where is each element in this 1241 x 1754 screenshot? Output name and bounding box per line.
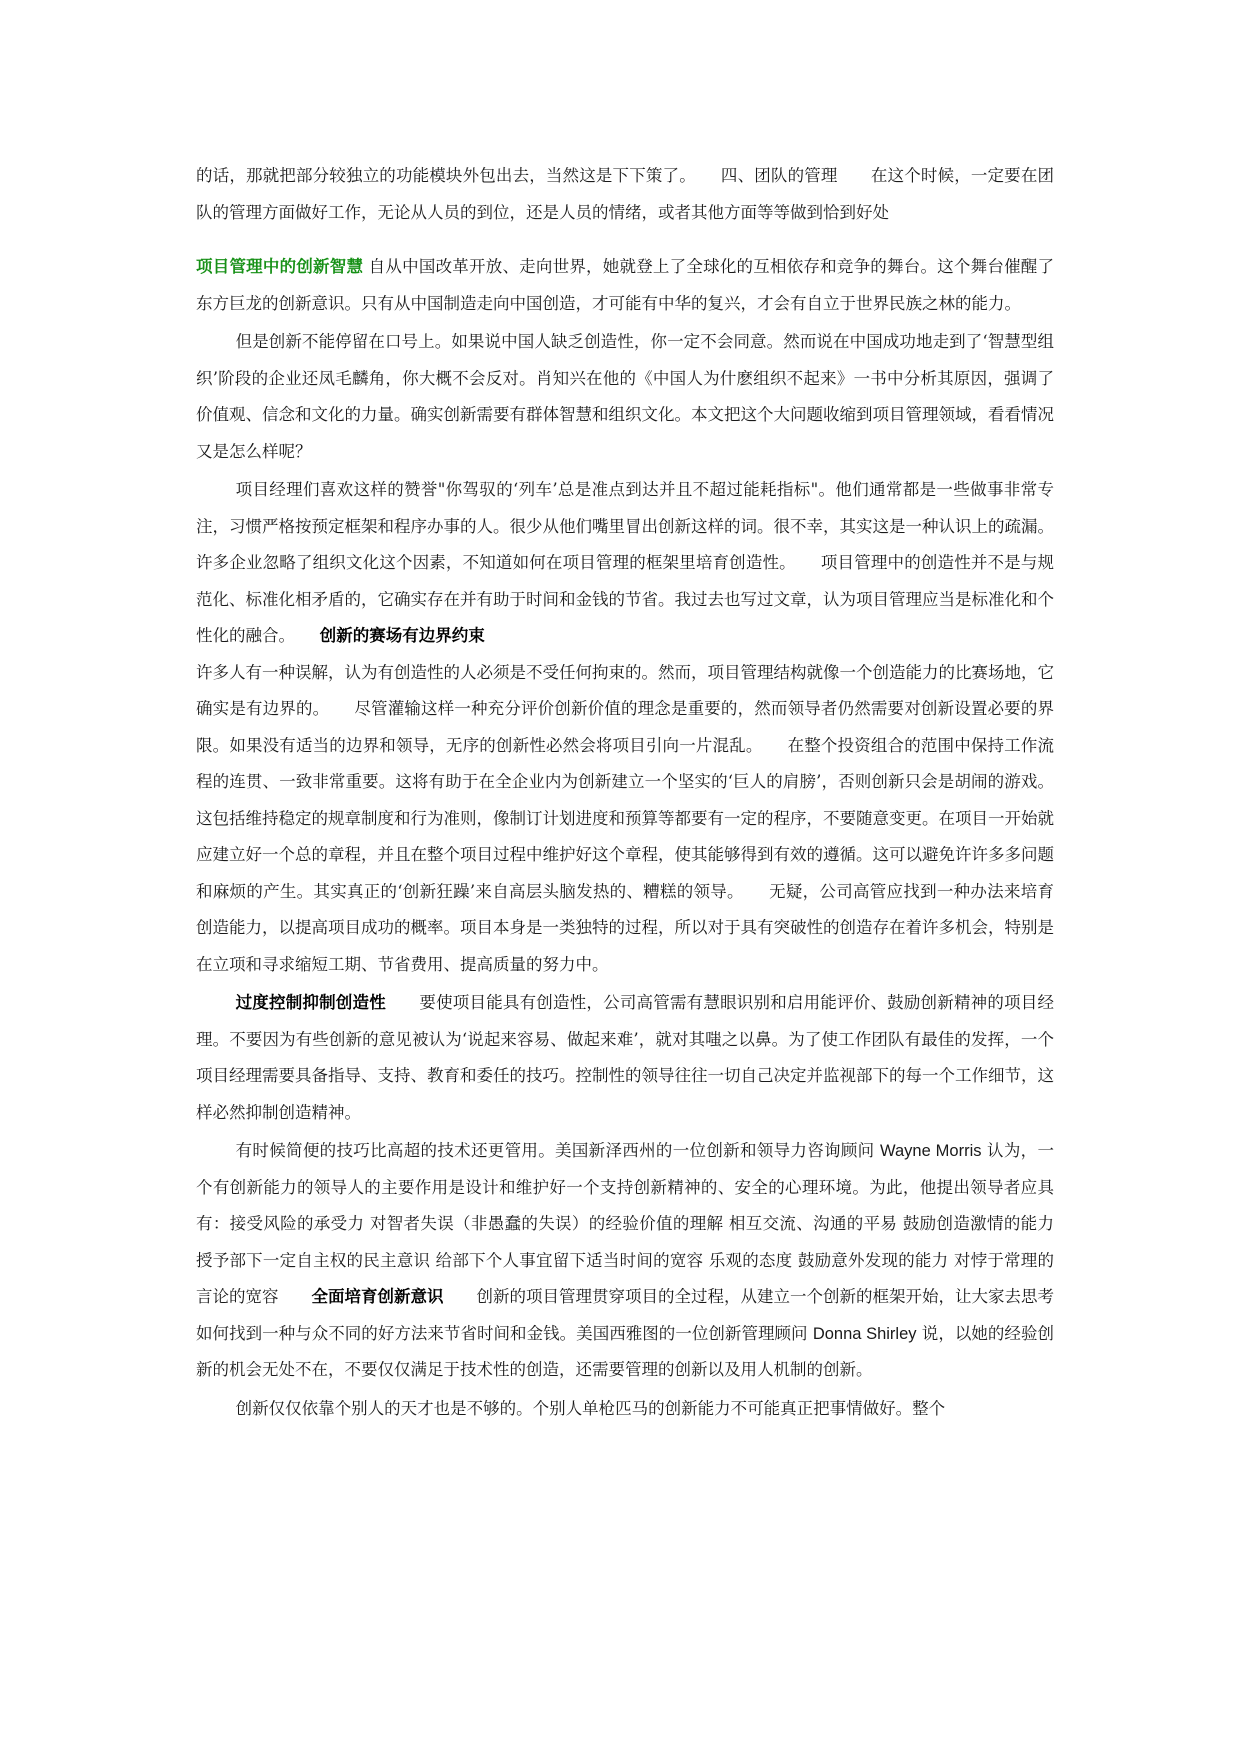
section-body-innovation-wisdom: 自从中国改革开放、走向世界，她就登上了全球化的互相依存和竞争的舞台。这个舞台催醒了东方巨龙的创新意识。只有从中国制造走向中国创造，才可能有中华的复兴，才会有自立于世界民族之林的能力。 [196, 257, 1055, 313]
paragraph-project-managers [196, 472, 1054, 983]
paragraph-cultivate-innovation-tail: 说，以她的经验创新的机会无处不在，不要仅仅满足于技术性的创造，还需要管理的创新以及用人机制的创新。 [196, 1323, 1054, 1379]
paragraph-individual-genius: 创新仅仅依靠个别人的天才也是不够的。个别人单枪匹马的创新能力不可能真正把事情做好。整个 [235, 1398, 946, 1418]
paragraph-cultivate-innovation-text: 创新的项目管理贯穿项目的全过程，从建立一个创新的框架开始，让大家去思考如何找到一种与众不同的好方法来节省时间和金钱。美国西雅图的一位创新管理顾问 [196, 1287, 1054, 1343]
intro-paragraph: 的话，那就把部分较独立的功能模块外包出去，当然这是下下策了。 四、团队的管理 在这个时候，一定要在团队的管理方面做好工作，无论从人员的到位，还是人员的情绪，或者其他方面等等做到恰到好处 [196, 166, 1054, 222]
paragraph-simple-techniques [196, 1133, 1054, 1389]
paragraph-creativity-slogan: 但是创新不能停留在口号上。如果说中国人缺乏创造性，你一定不会同意。然而说在中国成功地走到了‘智慧型组织’阶段的企业还凤毛麟角，你大概不会反对。肖知兴在他的《中国人为什麽组织不起来》一书中分析其原因，强调了价值观、信念和文化的力量。确实创新需要有群体智慧和组织文化。本文把这个大问题收缩到项目管理领域，看看情况又是怎么样呢？ [196, 332, 1054, 461]
section-heading-over-control: 过度控制抑制创造性 [235, 993, 386, 1012]
section-heading-cultivate-innovation: 全面培育创新意识 [311, 1287, 444, 1306]
document-page [196, 158, 1054, 1427]
paragraph-boundaries-text: 许多人有一种误解，认为有创造性的人必须是不受任何拘束的。然而，项目管理结构就像一个创造能力的比赛场地，它确实是有边界的。 尽管灌输这样一种充分评价创新价值的理念是重要的，然而领导者仍然需要对创新设置必要的界限。如果没有适当的边界和领导，无序的创新性必然会将项目引向一片混乱。 在整个投资组合的范围中保持工作流程的连贯、一致非常重要。这将有助于在全企业内为创新建立一个坚实的‘巨人的肩膀’，否则创新只会是胡闹的游戏。这包括维持稳定的规章制度和行为准则，像制订计划进度和预算等都要有一定的程序，不要随意变更。在项目一开始就应建立好一个总的章程，并且在整个项目过程中维护好这个章程，使其能够得到有效的遵循。这可以避免许许多多问题和麻烦的产生。其实真正的‘创新狂躁’来自高层头脑发热的、糟糕的领导。 无疑，公司高管应找到一种办法来培育创造能力，以提高项目成功的概率。项目本身是一类独特的过程，所以对于具有突破性的创造存在着许多机会，特别是在立项和寻求缩短工期、节省费用、提高质量的努力中。 [196, 662, 1054, 974]
person-name-donna-shirley: Donna Shirley [812, 1324, 917, 1343]
paragraph-simple-techniques-text-b: 认为，一个有创新能力的领导人的主要作用是设计和维护好一个支持创新精神的、安全的心理环境。为此，他提出领导者应具有：接受风险的承受力 对智者失误（非愚蠢的失误）的经验价值的理解 相互交流、沟通的平易 鼓励创造激情的能力 授予部下一定自主权的民主意识 给部下个人事宜留下适当时间的宽容 乐观的态度 鼓励意外发现的能力 对悖于常理的言论的宽容 [196, 1141, 1054, 1306]
paragraph-over-control [196, 985, 1054, 1131]
section-paragraph-innovation-wisdom [196, 249, 1054, 322]
paragraph-project-managers-text: 项目经理们喜欢这样的赞誉"你驾驭的‘列车’总是准点到达并且不超过能耗指标"。他们通常都是一些做事非常专注，习惯严格按预定框架和程序办事的人。很少从他们嘴里冒出创新这样的词。很不幸，其实这是一种认识上的疏漏。许多企业忽略了组织文化这个因素，不知道如何在项目管理的框架里培育创造性。 项目管理中的创造性并不是与规范化、标准化相矛盾的，它确实存在并有助于时间和金钱的节省。我过去也写过文章，认为项目管理应当是标准化和个性化的融合。 [196, 480, 1054, 645]
section-heading-innovation-wisdom: 项目管理中的创新智慧 [196, 257, 364, 276]
paragraph-over-control-text: 要使项目能具有创造性，公司高管需有慧眼识别和启用能评价、鼓励创新精神的项目经理。不要因为有些创新的意见被认为‘说起来容易、做起来难’，就对其嗤之以鼻。为了使工作团队有最佳的发挥，一个项目经理需要具备指导、支持、教育和委任的技巧。控制性的领导往往一切自己决定并监视部下的每一个工作细节，这样必然抑制创造精神。 [196, 993, 1055, 1122]
section-heading-boundaries: 创新的赛场有边界约束 [319, 626, 485, 645]
person-name-wayne-morris: Wayne Morris [880, 1142, 982, 1160]
paragraph-simple-techniques-text-a: 有时候简便的技巧比高超的技术还更管用。美国新泽西州的一位创新和领导力咨询顾问 [235, 1141, 881, 1160]
